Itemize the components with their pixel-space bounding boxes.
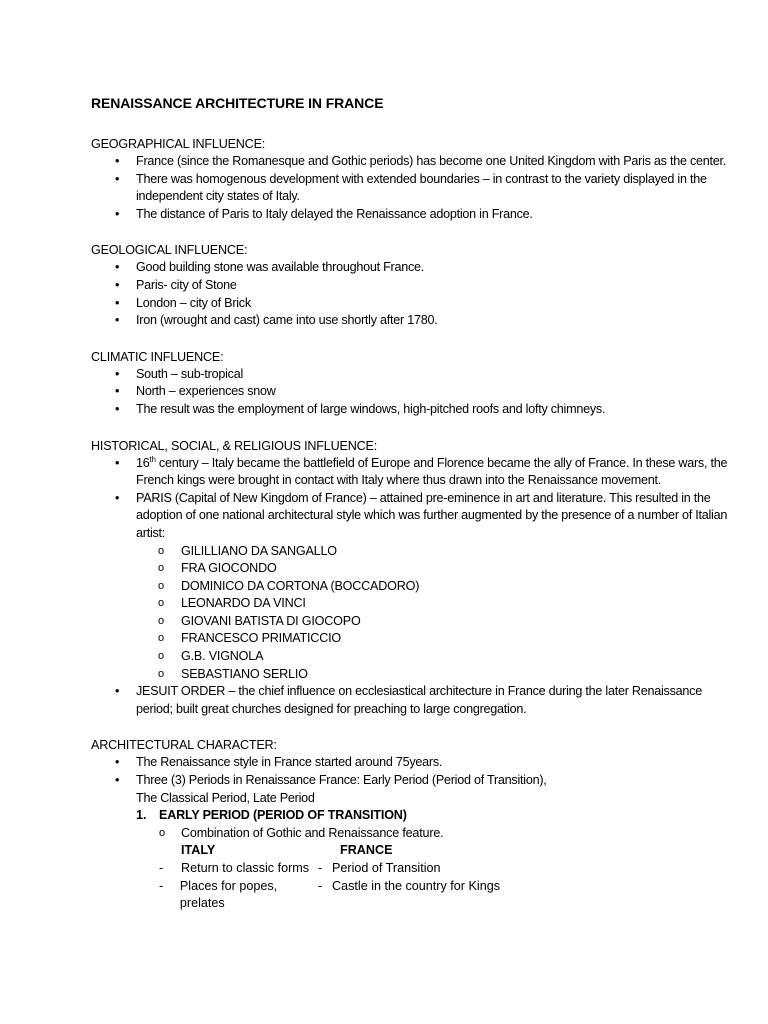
bullet-icon: • xyxy=(115,773,120,788)
section-climatic xyxy=(91,349,728,419)
artist-item xyxy=(136,543,728,561)
dash-icon: - xyxy=(318,878,323,893)
circle-bullet-icon: o xyxy=(158,632,164,645)
bullet-icon: • xyxy=(115,384,120,399)
circle-bullet-icon: o xyxy=(159,826,165,839)
comparison-table xyxy=(136,842,728,912)
list-item-text: There was homogenous development with extended boundaries – in contrast to the variety displayed in the independent city states of Italy. xyxy=(136,171,707,204)
comparison-row xyxy=(136,878,728,913)
list-item-text: JESUIT ORDER – the chief influence on ecclesiastical architecture in France during the later Renaissance period; built great churches designed for preaching to large congregation. xyxy=(136,684,702,716)
list-item-text: century – Italy became the battlefield of Europe and Florence became the ally of France. In these wars, the French kings were brought in contact with Italy where thus drawn into the Renaissance movement. xyxy=(136,455,728,488)
period-sub-list xyxy=(136,825,728,843)
list-item-text: The Renaissance style in France started around 75years. xyxy=(136,755,443,770)
section-heading: GEOLOGICAL INFLUENCE: xyxy=(91,243,248,258)
artist-name: DOMINICO DA CORTONA (BOCCADORO) xyxy=(181,578,420,593)
artist-name: SEBASTIANO SERLIO xyxy=(181,666,308,681)
list-item-text: Three (3) Periods in Renaissance France: Early Period (Period of Transition), xyxy=(136,773,547,788)
bullet-icon: • xyxy=(115,401,120,416)
period-sub-item xyxy=(159,825,728,843)
bullet-icon: • xyxy=(115,171,120,186)
section-heading: GEOGRAPHICAL INFLUENCE: xyxy=(91,137,266,151)
bullet-icon: • xyxy=(115,455,120,470)
comparison-france-cell: Castle in the country for Kings xyxy=(332,878,500,893)
period-sub-text: Combination of Gothic and Renaissance feature. xyxy=(181,825,444,840)
comparison-italy-cell: Return to classic forms xyxy=(181,861,310,875)
list-item-text: The result was the employment of large windows, high-pitched roofs and lofty chimneys. xyxy=(136,401,606,416)
bullet-icon: • xyxy=(115,154,120,168)
list-item xyxy=(91,490,728,684)
list-item-text: The distance of Paris to Italy delayed the Renaissance adoption in France. xyxy=(136,206,533,221)
circle-bullet-icon: o xyxy=(158,579,164,592)
list-item xyxy=(91,153,728,171)
artist-item xyxy=(136,630,728,648)
list-item-text: South – sub-tropical xyxy=(136,366,244,381)
artist-name: GILILLIANO DA SANGALLO xyxy=(181,543,337,558)
bullet-icon: • xyxy=(115,295,120,310)
bullet-list xyxy=(91,754,728,807)
list-item xyxy=(91,772,728,807)
dash-icon: - xyxy=(159,878,164,893)
list-item xyxy=(91,683,728,718)
circle-bullet-icon: o xyxy=(158,614,164,627)
list-item xyxy=(91,754,728,772)
century-number: 16 xyxy=(136,455,150,470)
bullet-icon: • xyxy=(115,277,120,292)
ordinal-suffix: th xyxy=(149,454,156,464)
bullet-list xyxy=(91,455,728,719)
section-geological xyxy=(91,242,728,329)
artist-name: GIOVANI BATISTA DI GIOCOPO xyxy=(181,613,361,628)
bullet-icon: • xyxy=(115,684,120,699)
artist-item xyxy=(136,560,728,578)
section-heading: ARCHITECTURAL CHARACTER: xyxy=(91,738,277,753)
section-heading: HISTORICAL, SOCIAL, & RELIGIOUS INFLUENCE: xyxy=(91,438,377,453)
comparison-header-row xyxy=(136,842,728,860)
bullet-icon: • xyxy=(115,490,120,505)
comparison-italy-cell: Places for popes, prelates xyxy=(179,878,278,911)
list-item xyxy=(91,366,728,384)
artist-item xyxy=(136,578,728,596)
circle-bullet-icon: o xyxy=(158,650,164,663)
list-item xyxy=(91,455,728,490)
list-item xyxy=(91,295,728,313)
list-item-text: London – city of Brick xyxy=(136,295,251,310)
circle-bullet-icon: o xyxy=(158,544,164,557)
section-historical xyxy=(91,438,728,719)
bullet-icon: • xyxy=(115,755,120,770)
artist-item xyxy=(136,648,728,666)
list-item-text-continued: The Classical Period, Late Period xyxy=(136,790,315,805)
bullet-icon: • xyxy=(115,366,120,381)
artist-name: LEONARDO DA VINCI xyxy=(181,596,306,611)
bullet-list xyxy=(91,366,728,419)
list-item-text: Paris- city of Stone xyxy=(136,277,237,292)
circle-bullet-icon: o xyxy=(158,667,164,680)
artist-list xyxy=(136,543,728,684)
dash-icon: - xyxy=(318,861,323,875)
period-item xyxy=(136,807,728,842)
list-item xyxy=(91,206,728,224)
bullet-icon: • xyxy=(115,206,120,221)
document-title: RENAISSANCE ARCHITECTURE IN FRANCE xyxy=(91,95,384,111)
period-list xyxy=(91,807,728,842)
circle-bullet-icon: o xyxy=(158,597,164,610)
list-item-text: France (since the Romanesque and Gothic periods) has become one United Kingdom with Paris as the center. xyxy=(136,154,727,168)
comparison-header-italy: ITALY xyxy=(181,843,216,858)
comparison-row xyxy=(136,860,728,878)
section-geographical xyxy=(91,136,728,223)
bullet-icon: • xyxy=(115,313,120,328)
artist-name: FRA GIOCONDO xyxy=(181,561,277,576)
artist-item xyxy=(136,595,728,613)
period-label: EARLY PERIOD (PERIOD OF TRANSITION) xyxy=(159,808,407,823)
list-item xyxy=(91,401,728,419)
list-item xyxy=(91,259,728,277)
artist-item xyxy=(136,613,728,631)
bullet-list xyxy=(91,259,728,329)
list-item-text: PARIS (Capital of New Kingdom of France) – attained pre-eminence in art and literature. This resulted in the adoption of one national architectural style which was further augmented by the presence of a number of Italian artist: xyxy=(136,490,728,540)
circle-bullet-icon: o xyxy=(158,562,164,575)
list-item-text: North – experiences snow xyxy=(136,384,276,399)
bullet-icon: • xyxy=(115,260,120,275)
comparison-france-cell: Period of Transition xyxy=(332,861,441,875)
comparison-header-france: FRANCE xyxy=(340,843,393,858)
artist-item xyxy=(136,666,728,684)
period-number: 1. xyxy=(136,808,147,823)
section-architectural xyxy=(91,737,728,912)
list-item xyxy=(91,383,728,401)
list-item xyxy=(91,277,728,295)
section-heading: CLIMATIC INFLUENCE: xyxy=(91,349,224,364)
list-item xyxy=(91,171,728,206)
dash-icon: - xyxy=(159,861,164,875)
bullet-list xyxy=(91,153,728,223)
artist-name: FRANCESCO PRIMATICCIO xyxy=(181,631,341,646)
list-item-text: Good building stone was available throughout France. xyxy=(136,260,425,275)
list-item xyxy=(91,312,728,330)
list-item-text: Iron (wrought and cast) came into use shortly after 1780. xyxy=(136,313,438,328)
artist-name: G.B. VIGNOLA xyxy=(181,649,264,664)
